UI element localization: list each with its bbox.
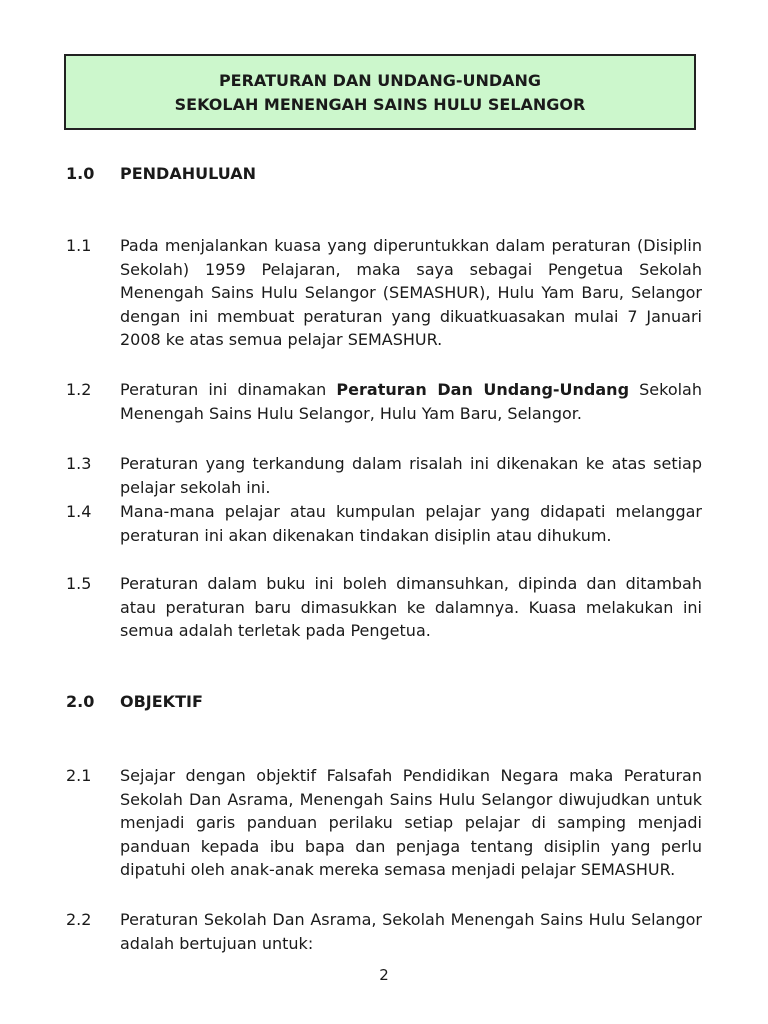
document-title-line-1: PERATURAN DAN UNDANG-UNDANG (218, 71, 542, 90)
item-number: 1.2 (66, 380, 92, 399)
section-number: 1.0 (66, 164, 95, 183)
list-item-1-1 (66, 234, 702, 352)
item-text-part: Peraturan ini dinamakan (120, 380, 337, 399)
section-heading-pendahuluan (66, 164, 256, 184)
section-number: 2.0 (66, 692, 95, 711)
item-number: 1.1 (66, 236, 92, 255)
page-number: 2 (379, 966, 389, 984)
list-item-2-1 (66, 764, 702, 882)
item-text-part: Sekolah Menengah Sains Hulu Selangor, Hulu Yam Baru, Selangor. (120, 380, 702, 423)
item-number: 1.3 (66, 454, 92, 473)
item-number: 1.5 (66, 574, 92, 593)
item-text: Peraturan Sekolah Dan Asrama, Sekolah Menengah Sains Hulu Selangor adalah bertujuan untuk: (120, 910, 702, 953)
item-number: 1.4 (66, 502, 92, 521)
item-number: 2.2 (66, 910, 92, 929)
document-title-line-2: SEKOLAH MENENGAH SAINS HULU SELANGOR (174, 95, 586, 114)
section-title: OBJEKTIF (120, 692, 203, 711)
document-title-box (64, 54, 696, 130)
item-text (120, 378, 702, 425)
item-text-bold: Peraturan Dan Undang-Undang (336, 380, 630, 399)
item-text: Mana-mana pelajar atau kumpulan pelajar yang didapati melanggar peraturan ini akan dikenakan tindakan disiplin atau dihukum. (120, 502, 702, 545)
item-text: Peraturan dalam buku ini boleh dimansuhkan, dipinda dan ditambah atau peraturan baru dimasukkan ke dalamnya. Kuasa melakukan ini semua adalah terletak pada Pengetua. (120, 574, 702, 640)
list-item-1-4 (66, 500, 702, 547)
list-item-1-2 (66, 378, 702, 425)
list-item-1-5 (66, 572, 702, 643)
section-heading-objektif (66, 692, 203, 712)
item-number: 2.1 (66, 766, 92, 785)
item-text: Peraturan yang terkandung dalam risalah ini dikenakan ke atas setiap pelajar sekolah ini. (120, 454, 702, 497)
section-title: PENDAHULUAN (120, 164, 256, 183)
list-item-2-2 (66, 908, 702, 955)
list-item-1-3 (66, 452, 702, 499)
item-text: Pada menjalankan kuasa yang diperuntukkan dalam peraturan (Disiplin Sekolah) 1959 Pelajaran, maka saya sebagai Pengetua Sekolah Menengah Sains Hulu Selangor (SEMASHUR), Hulu Yam Baru, Selangor dengan ini membuat peraturan yang dikuatkuasakan mulai 7 Januari 2008 ke atas semua pelajar SEMASHUR. (120, 236, 702, 349)
item-text: Sejajar dengan objektif Falsafah Pendidikan Negara maka Peraturan Sekolah Dan Asrama, Menengah Sains Hulu Selangor diwujudkan untuk menjadi garis panduan perilaku setiap pelajar di samping menjadi panduan kepada ibu bapa dan penjaga tentang disiplin yang perlu dipatuhi oleh anak-anak mereka semasa menjadi pelajar SEMASHUR. (120, 766, 702, 879)
